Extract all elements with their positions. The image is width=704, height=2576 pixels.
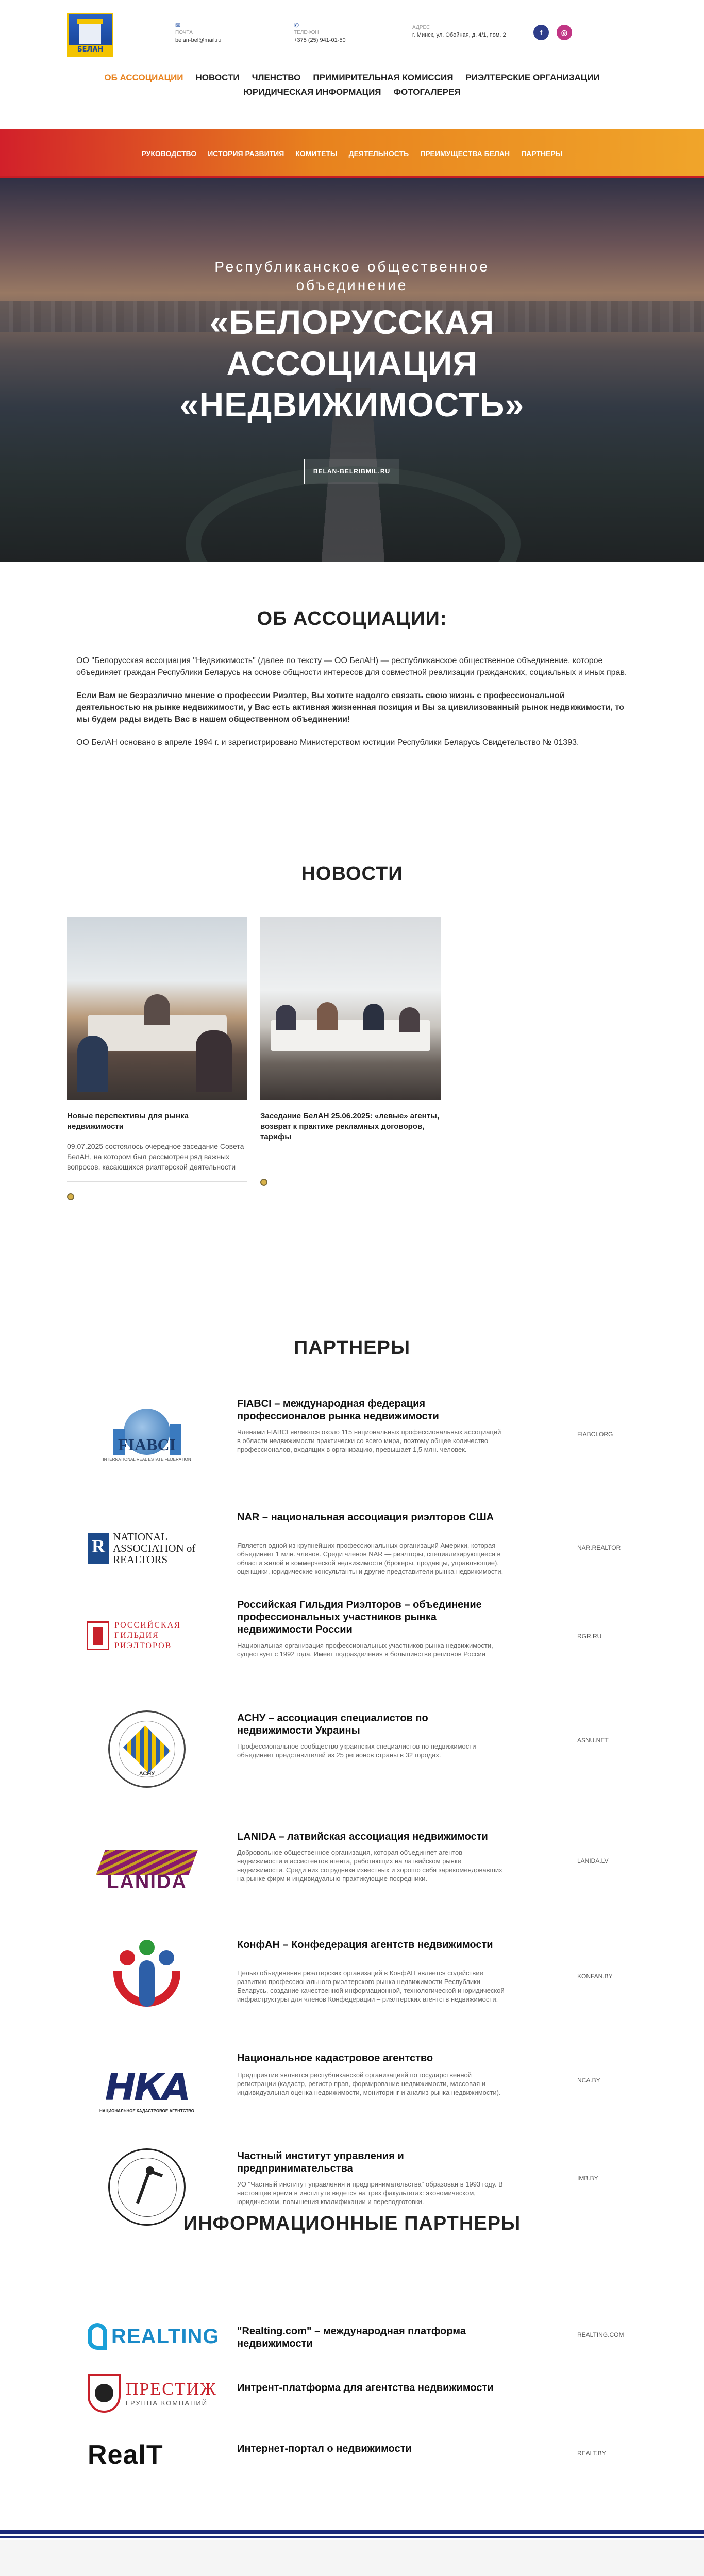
info-partner-logo-realt[interactable]	[88, 2429, 227, 2481]
nav-membership[interactable]: ЧЛЕНСТВО	[252, 73, 301, 82]
lanida-wordmark: LANIDA	[107, 1871, 187, 1893]
address-label: АДРЕС	[412, 25, 430, 30]
partner-title: FIABCI – международная федерация профессионалов рынка недвижимости	[237, 1398, 439, 1422]
prestige-shield-icon	[88, 2374, 121, 2413]
news-card[interactable]	[67, 917, 247, 1200]
about-heading: ОБ АССОЦИАЦИИ:	[257, 608, 447, 630]
realting-r-icon	[88, 2323, 107, 2350]
news-card-image[interactable]	[67, 917, 247, 1100]
hero-button[interactable]: BELAN-BELRIBMIL.RU	[304, 459, 399, 484]
partner-logo-lanida[interactable]	[88, 1826, 206, 1909]
partner-title: Национальное кадастровое агентство	[237, 2053, 433, 2064]
nav-photo-gallery[interactable]: ФОТОГАЛЕРЕЯ	[393, 87, 461, 97]
nar-wordmark: NATIONAL ASSOCIATION of REALTORS	[113, 1531, 196, 1566]
nav-commission[interactable]: ПРИМИРИТЕЛЬНАЯ КОМИССИЯ	[313, 73, 454, 82]
info-partner-title: Интернет-портал о недвижимости	[237, 2443, 412, 2454]
author-avatar	[67, 1193, 74, 1200]
partner-title: КонфАН – Конфедерация агентств недвижимости	[237, 1939, 493, 1951]
info-partners-section	[0, 2213, 704, 2530]
main-nav-row-1	[0, 73, 704, 83]
contact-phone	[294, 22, 346, 43]
top-bar	[0, 0, 704, 57]
realting-wordmark: REALTING	[111, 2325, 220, 2348]
info-partner-row	[88, 2311, 624, 2362]
partners-section	[0, 1255, 704, 2213]
partner-description: Добровольное общественное организация, которая объединяет агентов недвижимости и ассистентов агента, работающих на латвийском рынке недвижимости. Среди них сотрудники известных и хорошо себя зарекомендовавших на рынке фирм и индивидуально практикующие посредники.	[237, 1849, 502, 1883]
main-nav-row-2	[0, 87, 704, 97]
news-card[interactable]	[260, 917, 441, 1186]
info-partner-title: Интрент-платформа для агентства недвижимости	[237, 2382, 494, 2394]
partner-title: LANIDA – латвийская ассоциация недвижимости	[237, 1831, 488, 1842]
hero-subtitle-line-2: объединение	[296, 277, 408, 293]
phone-label: ТЕЛЕФОН	[294, 30, 319, 36]
prestige-tagline: ГРУППА КОМПАНИЙ	[126, 2399, 208, 2407]
info-partner-url[interactable]: REALT.BY	[577, 2450, 606, 2457]
info-partner-logo-realting[interactable]	[88, 2311, 227, 2362]
contact-mail	[175, 22, 221, 43]
partner-logo-fiabci[interactable]	[88, 1394, 206, 1476]
news-card-title[interactable]: Новые перспективы для рынка недвижимости	[67, 1112, 189, 1131]
rgr-wordmark: РОССИЙСКАЯ ГИЛЬДИЯ РИЭЛТОРОВ	[114, 1621, 181, 1650]
nav-legal-info[interactable]: ЮРИДИЧЕСКАЯ ИНФОРМАЦИЯ	[243, 87, 381, 97]
hero-banner	[0, 178, 704, 562]
envelope-icon: ✉	[175, 22, 181, 29]
fiabci-tagline: INTERNATIONAL REAL ESTATE FEDERATION	[103, 1456, 191, 1462]
hero-title-line-3: «НЕДВИЖИМОСТЬ»	[179, 385, 525, 423]
partner-title: NAR – национальная ассоциация риэлторов США	[237, 1512, 494, 1523]
partners-heading: ПАРТНЕРЫ	[293, 1337, 411, 1359]
site-logo[interactable]	[67, 13, 113, 57]
news-heading: НОВОСТИ	[301, 863, 403, 885]
partner-description: Является одной из крупнейших профессиональных организаций Америки, которая объединяет 1 млн. членов. Среди членов NAR — риэлторы, специализирующиеся в области жилой и коммерческой недвижимости (брокеры, продавцы, управляющие), оценщики, юридические консультанты и другие представители рынка недвижимости.	[237, 1541, 504, 1575]
footer	[0, 2540, 704, 2576]
subnav-partners[interactable]: ПАРТНЕРЫ	[521, 149, 563, 158]
nav-realtor-orgs[interactable]: РИЭЛТЕРСКИЕ ОРГАНИЗАЦИИ	[465, 73, 600, 82]
hero-subtitle-line-1: Республиканское общественное	[214, 259, 490, 275]
main-navigation	[0, 57, 704, 129]
subnav-advantages[interactable]: ПРЕИМУЩЕСТВА БЕЛАН	[420, 149, 510, 158]
facebook-icon[interactable]: f	[533, 25, 549, 40]
about-paragraph-3: ОО БелАН основано в апреле 1994 г. и зарегистрировано Министерством юстиции Республики Беларусь Свидетельство № 01393.	[76, 738, 579, 747]
sub-navigation	[0, 129, 704, 178]
rgr-emblem-icon	[87, 1621, 109, 1650]
info-partner-url[interactable]: REALTING.COM	[577, 2331, 624, 2338]
nav-about[interactable]: ОБ АССОЦИАЦИИ	[104, 73, 183, 82]
info-partner-row	[88, 2429, 618, 2481]
partner-title: Российская Гильдия Риэлторов – объединение профессиональных участников рынка недвижимости России	[237, 1599, 482, 1635]
partner-url[interactable]: KONFAN.BY	[577, 1973, 613, 1980]
nka-wordmark: НКА	[105, 2065, 189, 2109]
partner-description: УО "Частный институт управления и предпринимательства" образован в 1993 году. В настоящее время в институте ведется на трех факультетах: экономическом, юридическом, повышения квалификации и переподготовки.	[237, 2180, 503, 2206]
mail-label: ПОЧТА	[175, 30, 193, 36]
subnav-history[interactable]: ИСТОРИЯ РАЗВИТИЯ	[208, 149, 284, 158]
partner-description: Национальная организация профессиональных участников рынка недвижимости, существует с 1992 года. Имеет подразделения в большинстве регионов России	[237, 1641, 493, 1658]
partner-row	[88, 1394, 618, 1492]
about-section	[0, 562, 704, 848]
hero-subtitle	[0, 258, 704, 295]
fiabci-wordmark: FIABCI	[118, 1435, 176, 1454]
asnu-wordmark: АСНУ	[139, 1771, 155, 1777]
about-paragraph-2	[76, 690, 628, 725]
partner-url[interactable]: NCA.BY	[577, 2077, 600, 2084]
partner-row	[88, 2048, 618, 2146]
partner-row	[88, 1595, 618, 1692]
phone-icon: ✆	[294, 22, 299, 29]
info-partner-title: "Realting.com" – международная платформа недвижимости	[237, 2326, 466, 2349]
contact-address	[412, 25, 506, 38]
about-paragraph-1: ОО "Белорусская ассоциация "Недвижимость" (далее по тексту — ОО БелАН) — республиканское общественное объединение, которое объединяет граждан Республики Беларусь на основе общности интересов для совместной реализации гражданских, социальных и иных прав.	[76, 656, 627, 677]
partner-title: АСНУ – ассоциация специалистов по недвижимости Украины	[237, 1713, 428, 1736]
subnav-committees[interactable]: КОМИТЕТЫ	[295, 149, 338, 158]
logo-text: БЕЛАН	[69, 45, 112, 55]
nav-news[interactable]: НОВОСТИ	[195, 73, 240, 82]
instagram-icon[interactable]: ◎	[557, 25, 572, 40]
info-partner-row	[88, 2367, 618, 2419]
partner-url[interactable]: IMB.BY	[577, 2175, 598, 2182]
partner-url[interactable]: LANIDA.LV	[577, 1857, 609, 1865]
author-avatar	[260, 1179, 267, 1186]
news-card-text: 09.07.2025 состоялось очередное заседание Совета БелАН, на котором был рассмотрен ряд важных вопросов, касающихся риэлтерской деятельности	[67, 1142, 244, 1171]
partner-logo-nka[interactable]	[88, 2048, 206, 2130]
info-partners-heading: ИНФОРМАЦИОННЫЕ ПАРТНЕРЫ	[183, 2213, 521, 2234]
partner-logo-nar[interactable]	[88, 1507, 206, 1589]
partner-row	[88, 1507, 621, 1605]
partner-row	[88, 1826, 618, 1924]
partner-logo-konfan[interactable]	[88, 1935, 206, 2017]
news-card-title[interactable]: Заседание БелАН 25.06.2025: «левые» агенты, возврат к практике рекламных договоров, тарифы	[260, 1112, 440, 1141]
partner-row	[88, 1708, 618, 1806]
partner-description: Профессиональное сообщество украинских специалистов по недвижимости объединяет представителей из 25 регионов страны в 32 городах.	[237, 1742, 476, 1759]
partner-row	[88, 1935, 618, 2032]
partner-title: Частный институт управления и предпринимательства	[237, 2150, 404, 2174]
partner-url[interactable]: RGR.RU	[577, 1633, 602, 1640]
footer-divider	[0, 2530, 704, 2540]
mail-value[interactable]: belan-bel@mail.ru	[175, 37, 222, 43]
partner-url[interactable]: FIABCI.ORG	[577, 1431, 613, 1438]
hero-title-line-2: АССОЦИАЦИЯ	[226, 344, 478, 382]
partner-description: Целью объединения риэлтерских организаций в КонфАН является содействие развитию профессионального риэлтерского рынка недвижимости Республики Беларусь, создание качественной информационной, технологической и юридической инфраструктуры для членов Конфедерации – риэлтерских агентств недвижимости.	[237, 1969, 505, 2003]
realtor-r-icon: R	[88, 1533, 109, 1564]
nka-tagline: НАЦИОНАЛЬНОЕ КАДАСТРОВОЕ АГЕНТСТВО	[99, 2108, 195, 2113]
partner-logo-rgr[interactable]	[88, 1595, 206, 1677]
prestige-wordmark: ПРЕСТИЖ	[126, 2379, 217, 2399]
realt-wordmark: RealT	[88, 2440, 163, 2470]
news-section	[0, 848, 704, 1255]
partner-url[interactable]: NAR.REALTOR	[577, 1544, 621, 1551]
hero-title-line-1: «БЕЛОРУССКАЯ	[209, 303, 495, 341]
subnav-leadership[interactable]: РУКОВОДСТВО	[141, 149, 197, 158]
news-card-image[interactable]	[260, 917, 441, 1100]
address-value: г. Минск, ул. Обойная, д. 4/1, пом. 2	[412, 32, 506, 38]
about-paragraph-2-text: Если Вам не безразлично мнение о профессии Риэлтер, Вы хотите надолго связать свою жизнь с профессиональной деятельностью на рынке недвижимости, у Вас есть активная жизненная позиция и Вы за цивилизованный рынок недвижимости, то мы будем рады видеть Вас в нашем общественном объединении!	[76, 691, 624, 724]
info-partner-logo-prestige[interactable]	[88, 2367, 227, 2419]
phone-value[interactable]: +375 (25) 941-01-50	[294, 37, 346, 43]
partner-logo-asnu[interactable]	[88, 1708, 206, 1790]
partner-description: Членами FIABCI являются около 115 национальных профессиональных ассоциаций в области недвижимости практически со всего мира, поэтому общее количество профессионалов, входящих в организацию, превышает 1,5 млн. человек.	[237, 1428, 501, 1453]
partner-url[interactable]: ASNU.NET	[577, 1737, 609, 1744]
partner-description: Предприятие является республиканской организацией по государственной регистрации (кадастр, регистр прав, формирование недвижимости, массовая и индивидуальная оценка недвижимости, мониторинг и анализ рынка недвижимости).	[237, 2071, 501, 2096]
hero-title	[0, 301, 704, 425]
subnav-activity[interactable]: ДЕЯТЕЛЬНОСТЬ	[348, 149, 409, 158]
